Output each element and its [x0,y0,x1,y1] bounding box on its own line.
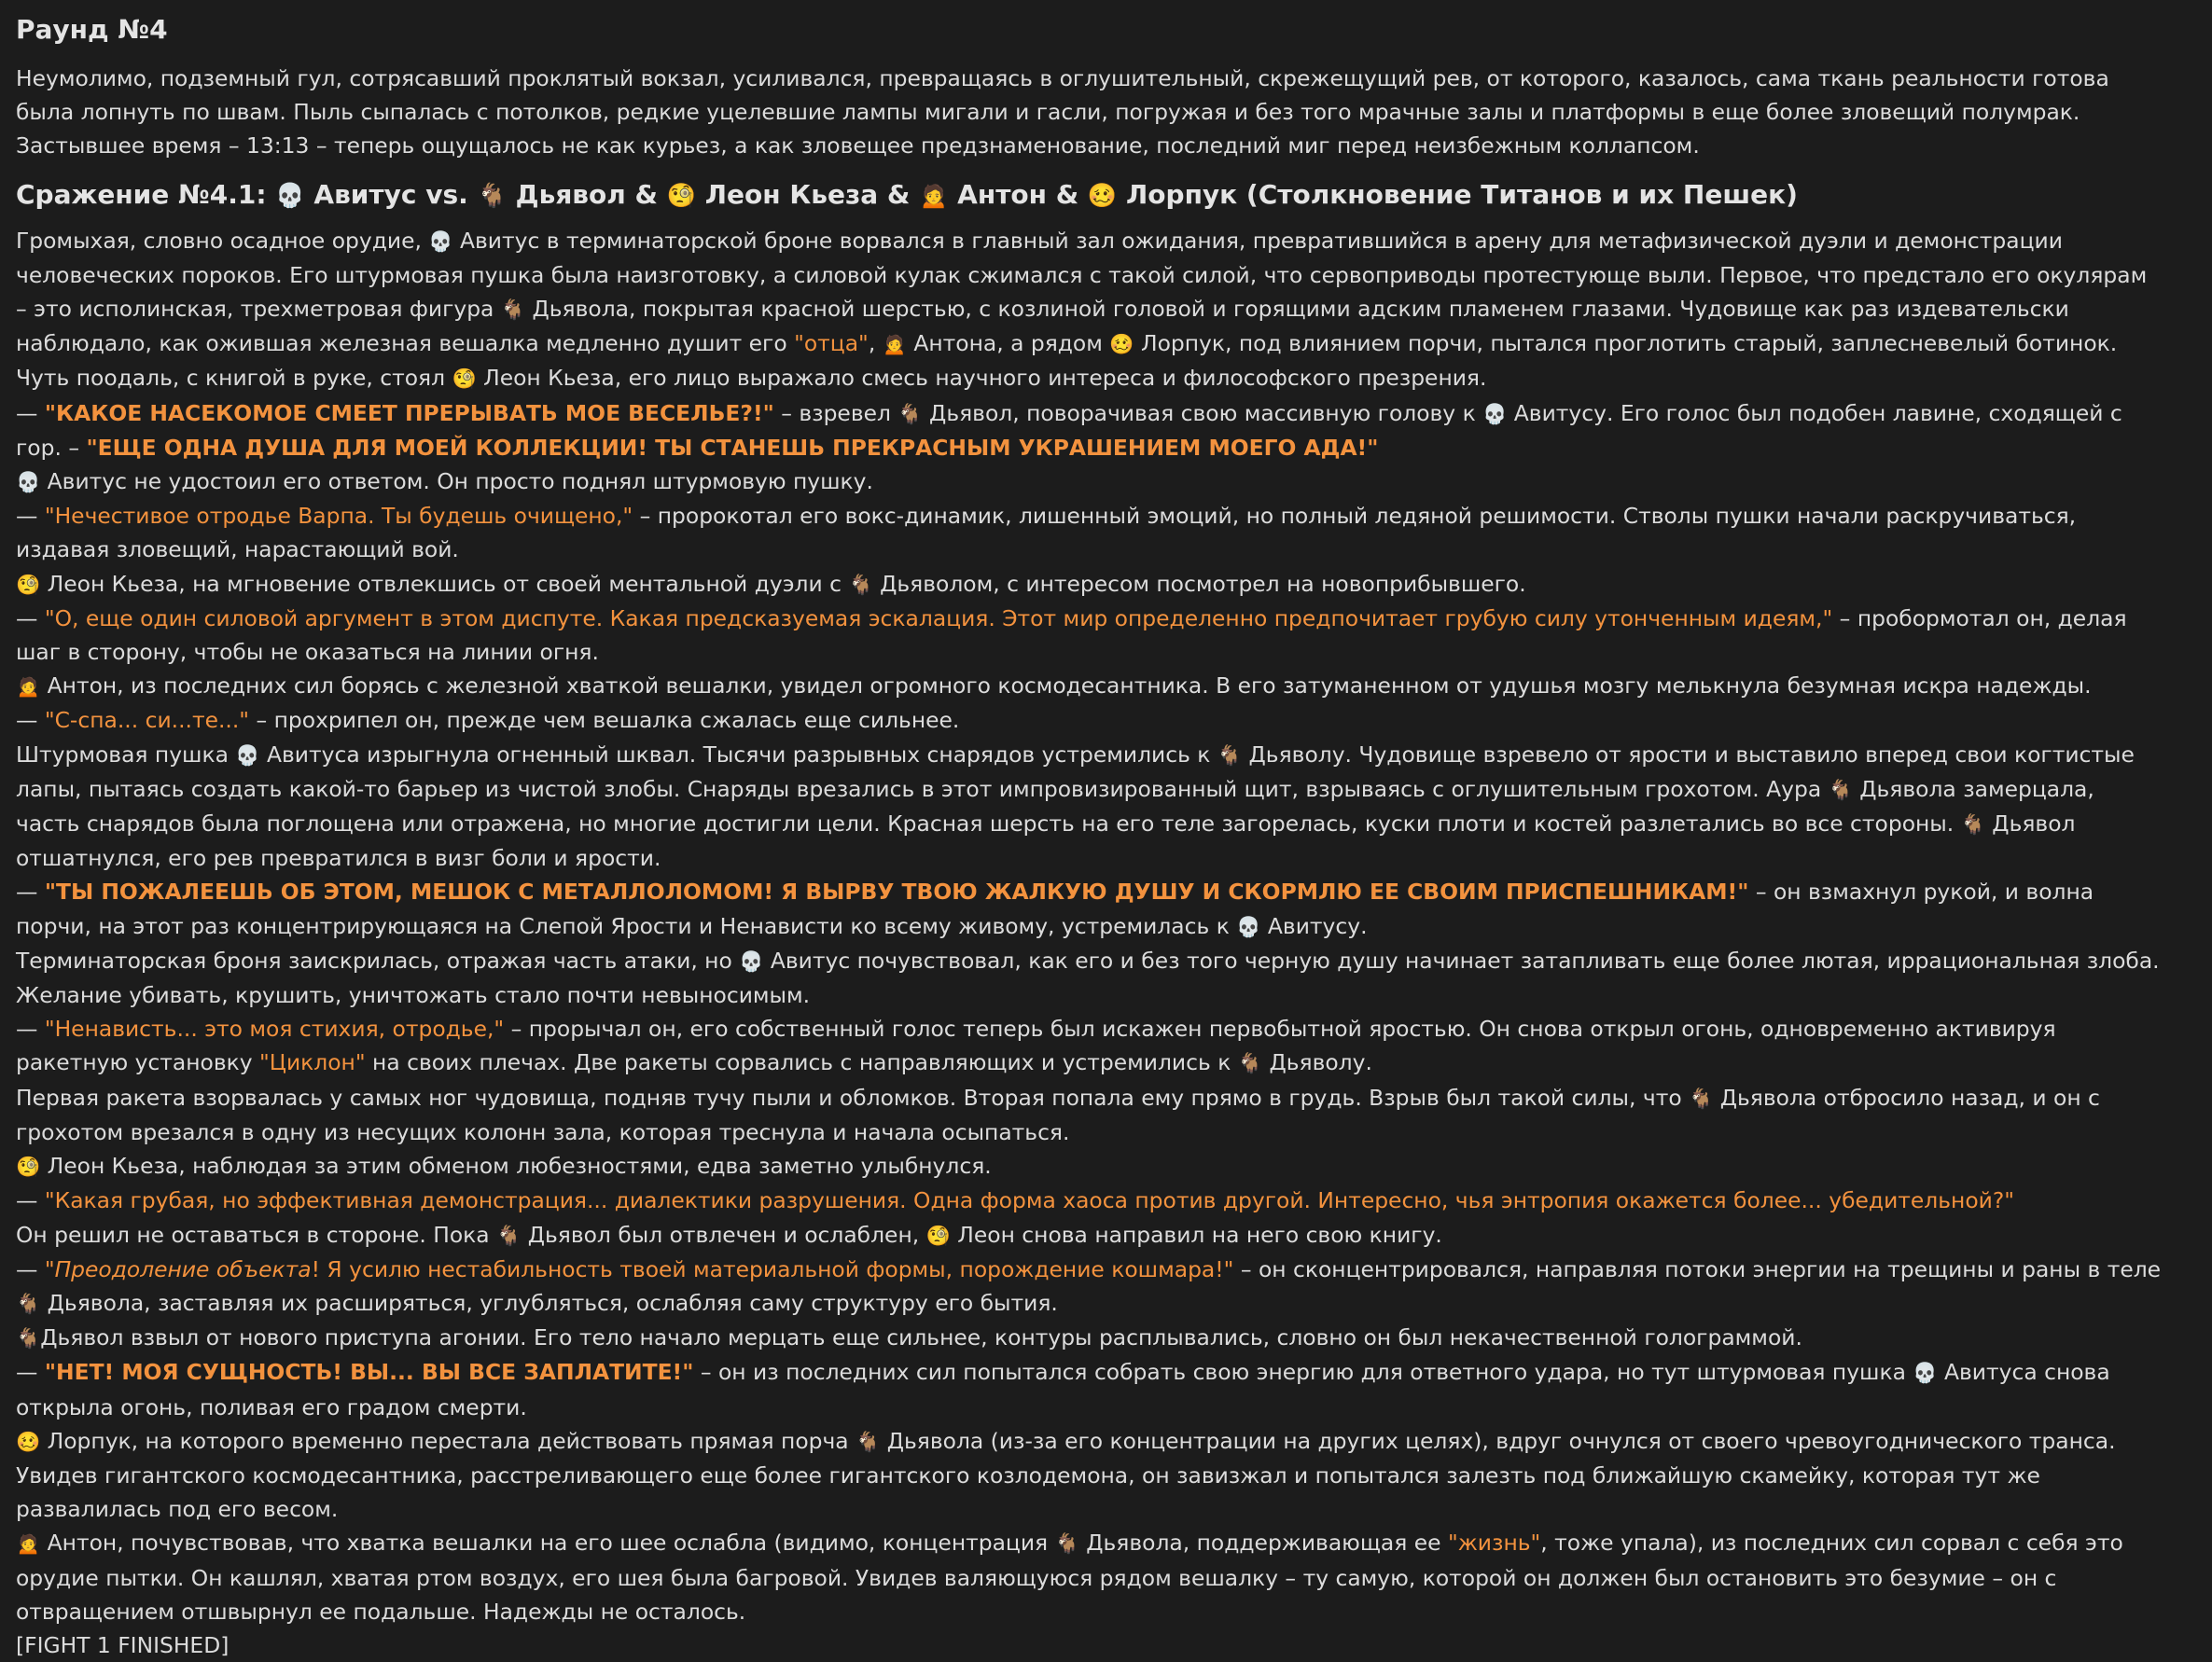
paragraph-8 [16,703,2163,737]
text: Дьявола, поддерживающая ее [1086,1530,1448,1557]
paragraph-17 [16,1253,2163,1321]
paragraph-2 [16,396,2163,464]
text: Леон снова направил на него свою книгу. [957,1221,1442,1248]
text: Первая ракета взорвалась у самых ног чудовища, подняв тучу пыли и обломков. Вторая попала ему прямо в грудь. Взрыв был такой силы, что [16,1084,1690,1111]
paragraph-18 [16,1321,2163,1355]
text: Авитусу. Его голос был подобен лавине, сходящей с гор. – [16,399,2122,461]
text: Антона, а рядом [913,330,1110,357]
paragraph-10 [16,875,2163,943]
monocle-face-icon: 🧐 [16,1155,41,1179]
text: Он решил не оставаться в стороне. Пока [16,1221,497,1248]
paragraph-21 [16,1526,2163,1628]
quote: "Циклон" [259,1049,366,1076]
text: Авитус почувствовал, как его и без того черную душу начинает затапливать еще более лютая, иррациональная злоба. Желание убивать, крушить, уничтожать стало почти невыносимым. [16,947,2160,1009]
monocle-face-icon: 🧐 [666,181,697,209]
goat-icon: 🐐 [1689,1086,1714,1110]
text: Дьявол взвыл от нового приступа агонии. Его тело начало мерцать еще сильнее, контуры расплывались, словно он был некачественной голограммой. [40,1324,1802,1351]
goat-icon: 🐐 [500,298,526,322]
goat-icon: 🐐 [848,572,873,596]
text: Леон Кьеза, на мгновение отвлекшись от своей ментальной дуэли с [47,570,849,597]
quote: "ЕЩЕ ОДНА ДУША ДЛЯ МОЕЙ КОЛЛЕКЦИИ! ТЫ СТАНЕШЬ ПРЕКРАСНЫМ УКРАШЕНИЕМ МОЕГО АДА!" [86,434,1379,461]
text: – прорычал он, его собственный голос теперь был искажен первобытной яростью. Он снова открыл огонь, одновременно активируя ракетную установку [16,1016,2056,1076]
goat-icon: 🐐 [1217,742,1243,767]
text: Дьявол отшатнулся, его рев превратился в визг боли и ярости. [16,810,2076,872]
quote: "НЕТ! МОЯ СУЩНОСТЬ! ВЫ... ВЫ ВСЕ ЗАПЛАТИТЕ!" [44,1359,694,1386]
heading-devil: Дьявол & [515,178,667,210]
paragraph-13 [16,1081,2163,1149]
dash: — [16,1255,45,1282]
paragraph-3 [16,464,2163,499]
text: – он сконцентрировался, направляя потоки энергии на трещины и раны в теле [1233,1255,2162,1282]
monocle-face-icon: 🧐 [925,1223,951,1247]
text: Дьявол, поворачивая свою массивную голову к [929,399,1483,426]
text: Леон Кьеза, наблюдая за этим обменом любезностями, едва заметно улыбнулся. [47,1153,992,1180]
text: Дьявола (из-за его концентрации на других целях), вдруг очнулся от своего чревоугоднического транса. Увидев гигантского космодесантника, расстреливающего еще более гигантского козлодемона, он завизжал и попытался залезть под ближайшую скамейку, которая тут же развалилась под его весом. [16,1427,2116,1523]
text: , тоже упала), из последних сил сорвал с себя это орудие пытки. Он кашлял, хватая ртом воздух, его шея была багровой. Увидев валяющуюся рядом вешалку – ту самую, которой он должен был остановить это безумие – он с отвращением отшвырнул ее подальше. Надежды не осталось. [16,1530,2123,1625]
text: Дьяволу. Чудовище взревело от ярости и выставило вперед свои когтистые лапы, пытаясь создать какой-то барьер из чистой злобы. Снаряды врезались в этот импровизированный щит, взрываясь с оглушительным грохотом. Аура [16,741,2135,802]
text: Громыхая, словно осадное орудие, [16,227,429,254]
dash: — [16,1016,45,1043]
text: – он взмахнул рукой, и волна порчи, на этот раз концентрирующаяся на Слепой Ярости и Ненависти ко всему живому, устремилась к [16,879,2094,939]
dash: — [16,1187,45,1214]
text: – взревел [773,399,898,426]
paragraph-4 [16,499,2163,566]
paragraph-15 [16,1184,2163,1217]
heading-leon: Леон Кьеза & [704,178,920,210]
text: Дьявола отбросило назад, и он с грохотом врезался в одну из несущих колонн зала, которая треснула и начала осыпаться. [16,1084,2100,1145]
dash: — [16,707,45,734]
goat-icon: 🐐 [897,401,923,425]
quote: "Нечестивое отродье Варпа. Ты будешь очищено," [44,503,633,530]
paragraph-6 [16,602,2163,669]
person-frowning-icon: 🙍 [919,181,949,209]
paragraph-20 [16,1424,2163,1527]
quote: ! Я усилю нестабильность твоей материальной формы, порождение кошмара!" [311,1255,1234,1282]
text: – он из последних сил попытался собрать свою энергию для ответного удара, но тут штурмовая пушка [693,1359,1913,1386]
monocle-face-icon: 🧐 [16,572,41,596]
end-marker: [FIGHT 1 FINISHED] [16,1631,230,1658]
text: Дьявола, покрытая красной шерстью, с козлиной головой и горящими адским пламенем глазами. Чудовище как раз издевательски наблюдало, как ожившая железная вешалка медленно душит его [16,296,2069,357]
text: на своих плечах. Две ракеты сорвались с направляющих и устремились к [365,1049,1238,1076]
dash: — [16,503,45,530]
quote-italic: Преодоление объекта [54,1255,312,1282]
paragraph-14 [16,1149,2163,1184]
skull-icon: 💀 [428,229,453,253]
quote: "ТЫ ПОЖАЛЕЕШЬ ОБ ЭТОМ, МЕШОК С МЕТАЛЛОЛОМОМ! Я ВЫРВУ ТВОЮ ЖАЛКУЮ ДУШУ И СКОРМЛЮ ЕЕ СВОИМ ПРИСПЕШНИКАМ!" [44,879,1749,906]
dash: — [16,1359,45,1386]
person-frowning-icon: 🙍 [882,332,907,356]
fight-body [16,224,2163,1662]
goat-icon: 🐐 [16,1291,41,1315]
goat-icon: 🐐 [1237,1051,1262,1075]
heading-anton: Антон & [957,178,1088,210]
quote: "Ненависть... это моя стихия, отродье," [44,1016,505,1043]
skull-icon: 💀 [1913,1361,1938,1385]
text: – прохрипел он, прежде чем вешалка сжалась еще сильнее. [249,707,960,734]
goat-icon: 🐐 [1828,777,1853,801]
paragraph-1 [16,224,2163,396]
text: Дьявол был отвлечен и ослаблен, [527,1221,926,1248]
paragraph-9 [16,738,2163,876]
heading-avitus: Авитус vs. [313,178,478,210]
goat-icon: 🐐 [1960,812,1985,837]
quote: "КАКОЕ НАСЕКОМОЕ СМЕЕТ ПРЕРЫВАТЬ МОЕ ВЕСЕЛЬЕ?!" [44,399,774,426]
goat-icon: 🐐 [16,1326,41,1350]
text: Дьяволу. [1269,1049,1372,1076]
skull-icon: 💀 [1482,401,1508,425]
paragraph-7 [16,669,2163,703]
text: Авитуса снова открыла огонь, поливая его градом смерти. [16,1359,2110,1420]
fight-heading [16,176,2163,215]
text: – пророкотал его вокс-динамик, лишенный эмоций, но полный ледяной решимости. Стволы пушки начали раскручиваться, издавая зловещий, нарастающий вой. [16,503,2077,563]
skull-icon: 💀 [235,742,260,767]
goat-icon: 🐐 [477,181,507,209]
quote: "Какая грубая, но эффективная демонстрация... диалектики разрушения. Одна форма хаоса против другой. Интересно, чья энтропия окажется более... убедительной?" [44,1187,2015,1214]
text: – пробормотал он, делая шаг в сторону, чтобы не оказаться на линии огня. [16,604,2127,666]
skull-icon: 💀 [275,181,305,209]
text: Терминаторская броня заискрилась, отражая часть атаки, но [16,947,740,974]
quote: "О, еще один силовой аргумент в этом диспуте. Какая предсказуемая эскалация. Этот мир определенно предпочитает грубую силу утонченным идеям," [44,604,1833,631]
woozy-face-icon: 🥴 [16,1429,41,1453]
fight-heading-prefix: Сражение №4.1: [16,178,276,210]
person-frowning-icon: 🙍 [16,674,41,699]
paragraph-11 [16,944,2163,1012]
text: Дьявола, заставляя их расширяться, углубляться, ослабляя саму структуру его бытия. [47,1289,1058,1316]
quote: "отца" [794,330,869,357]
dash: — [16,879,45,906]
dash: — [16,399,45,426]
text: Авитус не удостоил его ответом. Он просто поднял штурмовую пушку. [47,468,873,495]
paragraph-16 [16,1218,2163,1253]
text: Леон Кьеза, его лицо выражало смесь научного интереса и философского презрения. [483,365,1487,392]
text: , [868,330,883,357]
dash: — [16,604,45,631]
paragraph-19 [16,1355,2163,1423]
woozy-face-icon: 🥴 [1087,181,1118,209]
goat-icon: 🐐 [496,1223,522,1247]
text: Авитуса изрыгнула огненный шквал. Тысячи разрывных снарядов устремились к [267,741,1217,768]
round-title: Раунд №4 [16,14,168,45]
goat-icon: 🐐 [856,1429,881,1453]
skull-icon: 💀 [1236,914,1261,938]
text: Антон, из последних сил борясь с железной хваткой вешалки, увидел огромного космодесантника. В его затуманенном от удушья мозгу мелькнула безумная искра надежды. [47,672,2092,699]
skull-icon: 💀 [16,470,41,494]
text: Антон, почувствовав, что хватка вешалки на его шее ослабла (видимо, концентрация [47,1530,1055,1557]
person-frowning-icon: 🙍 [16,1531,41,1556]
paragraph-12 [16,1012,2163,1080]
skull-icon: 💀 [739,949,764,973]
quote: "С-спа... си...те..." [44,707,250,734]
text: Авитус в терминаторской броне ворвался в главный зал ожидания, превратившийся в арену для метафизической дуэли и демонстрации человеческих пороков. Его штурмовая пушка была наизготовку, а силовой кулак сжимался с такой силой, что сервоприводы протестующе выли. Первое, что предстало его окулярам – это исполинская, трехметровая фигура [16,227,2148,323]
heading-lorpuk: Лорпук (Столкновение Титанов и их Пешек) [1126,178,1798,210]
text: Дьявола замерцала, часть снарядов была поглощена или отражена, но многие достигли цели. Красная шерсть на его теле загорелась, куски плоти и костей разлетались во все стороны. [16,775,2094,838]
text: Дьяволом, с интересом посмотрел на новоприбывшего. [880,570,1526,597]
quote: " [44,1255,55,1282]
monocle-face-icon: 🧐 [452,367,477,391]
text: Авитусу. [1267,912,1368,939]
paragraph-5 [16,567,2163,602]
quote: "жизнь" [1447,1530,1541,1557]
intro-paragraph: Неумолимо, подземный гул, сотрясавший проклятый вокзал, усиливался, превращаясь в оглушительный, скрежещущий рев, от которого, казалось, сама ткань реальности готова была лопнуть по швам. Пыль сыпалась с потолков, редкие уцелевшие лампы мигали и гасли, погружая и без того мрачные залы и платформы в еще более зловещий полумрак. Застывшее время – 13:13 – теперь ощущалось не как курьез, а как зловещее предзнаменование, последний миг перед неизбежным коллапсом. [16,65,2109,159]
text: Штурмовая пушка [16,741,236,768]
text: Лорпук, на которого временно перестала действовать прямая порча [47,1427,856,1454]
woozy-face-icon: 🥴 [1109,332,1134,356]
text: Лорпук, под влиянием порчи, пытался проглотить старый, заплесневелый ботинок. Чуть поодаль, с книгой в руке, стоял [16,330,2118,392]
goat-icon: 🐐 [1054,1531,1079,1556]
